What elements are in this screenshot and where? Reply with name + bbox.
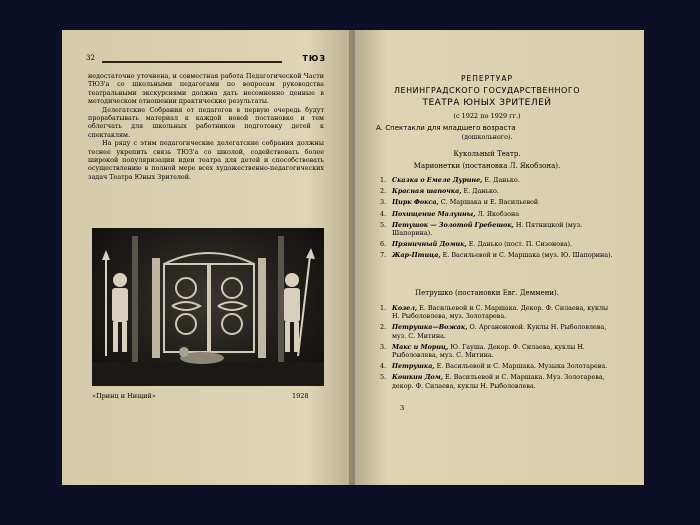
- list-item: 3. Цирк Фокса, С. Маршака и Е. Васильевой: [380, 198, 539, 207]
- stage-photo-drawing: [92, 228, 324, 386]
- right-page-number: 3: [400, 404, 405, 412]
- list-item: 2. Петрушка—Вожак, О. Арганоновой. Куклы Н. Рыболовлева, муз. С. Митина.: [380, 323, 607, 340]
- theatre-name-line1: ЛЕНИНГРАДСКОГО ГОСУДАРСТВЕННОГО: [394, 86, 580, 95]
- list-item: 4. Похищение Малуины, Л. Якобзона: [380, 209, 520, 218]
- repertoire-years: (с 1922 по 1929 гг.): [453, 112, 521, 120]
- puppet-theatre-heading: Кукольный Театр.: [453, 150, 521, 158]
- list-item: 6. Пряничный Домик, Е. Данько (пост. П. Сизонова).: [380, 240, 573, 249]
- list-item: 3. Макс и Мориц, Ю. Гауша. Декор. Ф. Силаева, куклы Н. Рыболовлева, муз. С. Митина.: [380, 342, 585, 360]
- petrushka-heading: Петрушко (постановки Евг. Деммени).: [414, 289, 560, 297]
- paragraph-1: недостаточно уточнена, и совместная работа Педагогической Части ТЮЗ'а со школьными педагогами по вопросам руководства театральными экскурсиями должна дать несомненно ценные в методическом отношении практические результаты.: [88, 72, 324, 106]
- left-page-number: 32: [86, 54, 95, 62]
- list-item: 4. Петрушка, Е. Васильевой и С. Маршака. Музыка Золотарева.: [380, 362, 608, 371]
- photo-caption-title: «Принц и Нищий»: [92, 392, 156, 400]
- paragraph-3: На ряду с этим педагогические делегатские собрания должны теснее укрепить связь ТЮЗ'а со школой, содействовать более широкой популяризации идеи театра для детей и способствовать осуществлению в полной мере всех художественно-педагогических задач Театра Юных Зрителей.: [88, 139, 324, 181]
- header-label: ТЮЗ: [302, 54, 326, 63]
- list-item: 7. Жар-Птица, Е. Васильевой и С. Маршака (муз. Ю. Шапорина).: [380, 251, 613, 260]
- header-rule: [102, 61, 282, 63]
- section-heading: А. Спектакли для младшего возраста: [376, 124, 516, 132]
- list-item: 5. Петушок — Золотой Гребешок, Н. Пятницкой (муз. Шапорина).: [380, 220, 583, 238]
- repertoire-title: РЕПЕРТУАР: [461, 74, 513, 83]
- theatre-name-line2: ТЕАТРА ЮНЫХ ЗРИТЕЛЕЙ: [422, 98, 552, 108]
- photo-caption-year: 1928: [292, 392, 309, 400]
- stage-photo: [92, 228, 324, 386]
- left-page-header: [86, 54, 326, 68]
- list-item: 5. Кошкин Дом, Е. Васильевой и С. Маршака. Муз. Золотарева, декор. Ф. Силаева, куклы Н. Рыболовлева.: [380, 373, 605, 390]
- list-item: 1. Сказка о Емеле Дурине, Е. Данько.: [380, 176, 520, 184]
- marionettes-list: [380, 176, 616, 263]
- section-subheading: (дошкольного).: [461, 134, 513, 141]
- left-body-text: [88, 72, 324, 181]
- marionettes-heading: Марионетки (постановка Л. Якобзона).: [413, 162, 561, 170]
- list-item: 1. Козел, Е. Васильевой и С. Маршака. Декор. Ф. Силаева, куклы Н. Рыболовлева, муз. Золотарева.: [380, 304, 609, 321]
- paragraph-2: Делегатские Собрания от педагогов в первую очередь будут прорабатывать материал к каждой новой постановке и тем облегчать для школьных работников подготовку детей к спектаклям.: [88, 105, 324, 139]
- list-item: 2. Красная шапочка, Е. Данько.: [380, 187, 499, 196]
- petrushka-list: [380, 304, 616, 393]
